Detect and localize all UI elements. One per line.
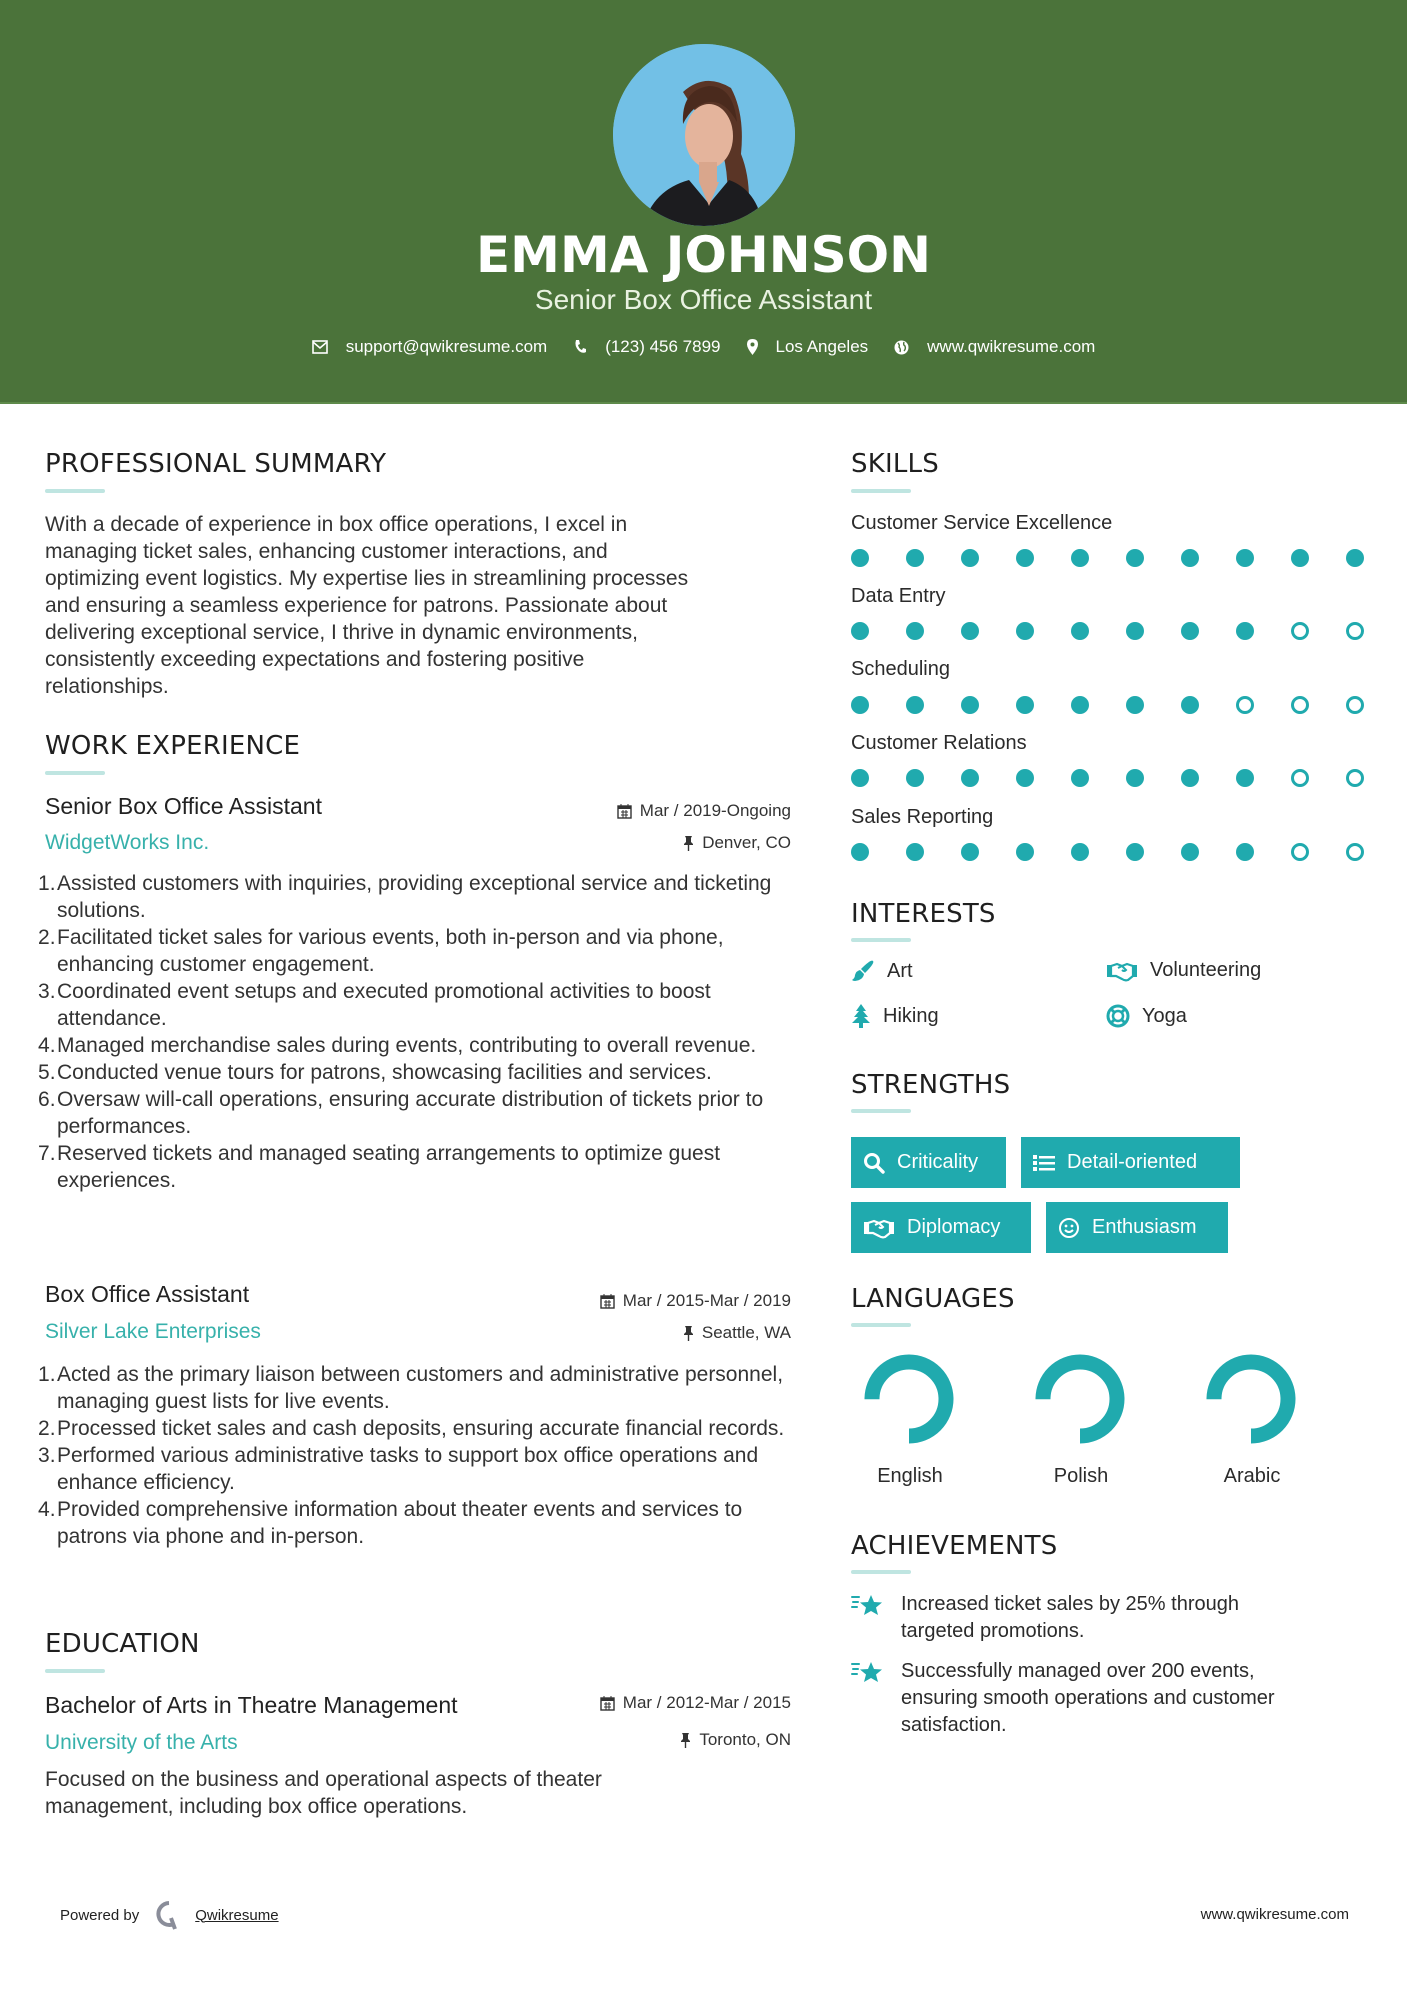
interests-heading-underline	[851, 938, 911, 942]
summary-line: optimizing event logistics. My expertise lies in streamlining processes	[45, 567, 689, 590]
profile-photo	[613, 44, 795, 226]
skill-dot-empty	[1291, 843, 1309, 861]
job-title: Senior Box Office Assistant	[45, 793, 322, 819]
achievement-line: satisfaction.	[901, 1714, 1007, 1736]
contact-phone-text: (123) 456 7899	[605, 337, 721, 356]
summary-heading-underline	[45, 489, 105, 493]
contact-bar	[0, 337, 1407, 357]
skill-dot-empty	[1346, 696, 1364, 714]
interest-art	[851, 959, 913, 983]
skill-dot-filled	[1016, 549, 1034, 567]
skill-dot-filled	[1071, 769, 1089, 787]
skill-dot-filled	[906, 549, 924, 567]
degree-title: Bachelor of Arts in Theatre Management	[45, 1692, 458, 1718]
language-proficiency-ring	[861, 1351, 957, 1447]
interest-label: Hiking	[883, 1004, 939, 1027]
envelope-icon	[312, 340, 328, 354]
interest-label: Volunteering	[1150, 959, 1262, 981]
responsibility-item: Coordinated event setups and executed promotional activities to boost attendance.	[57, 980, 711, 1030]
skill-name: Customer Service Excellence	[851, 512, 1113, 534]
skill-rating	[851, 769, 1371, 789]
achievement-item	[851, 1658, 1371, 1739]
language-name: Polish	[1053, 1465, 1109, 1487]
responsibility-item: Facilitated ticket sales for various events, both in-person and via phone, enhancing customer engagement.	[57, 926, 724, 976]
person-portrait-icon	[613, 44, 795, 226]
pushpin-icon	[680, 1732, 691, 1748]
skill-dot-filled	[1236, 549, 1254, 567]
skill-dot-empty	[1291, 622, 1309, 640]
responsibility-item: Conducted venue tours for patrons, showcasing facilities and services.	[57, 1061, 712, 1084]
skill-dot-filled	[1126, 622, 1144, 640]
map-marker-icon	[747, 339, 758, 355]
skill-dot-filled	[1236, 622, 1254, 640]
education-dates	[600, 1693, 791, 1713]
skill-dot-filled	[961, 549, 979, 567]
strength-label: Enthusiasm	[1092, 1216, 1197, 1238]
education-description-line: management, including box office operations.	[45, 1795, 468, 1818]
job-dates	[617, 801, 791, 821]
contact-location	[747, 337, 869, 357]
contact-website[interactable]	[894, 337, 1095, 357]
life-ring-icon	[1106, 1004, 1130, 1028]
education-location-text: Toronto, ON	[699, 1730, 791, 1749]
language-proficiency-ring	[1032, 1351, 1128, 1447]
contact-email[interactable]	[312, 337, 548, 357]
interest-volunteering	[1106, 959, 1261, 982]
job-location	[683, 1323, 791, 1343]
skill-dot-empty	[1291, 769, 1309, 787]
summary-heading: PROFESSIONAL SUMMARY	[45, 449, 387, 479]
skill-dot-filled	[1126, 696, 1144, 714]
skill-dot-filled	[851, 622, 869, 640]
skill-dot-filled	[906, 696, 924, 714]
skill-rating	[851, 622, 1371, 642]
school-name: University of the Arts	[45, 1731, 238, 1754]
paintbrush-icon	[851, 959, 875, 983]
achievements-heading: ACHIEVEMENTS	[851, 1531, 1058, 1561]
smile-icon	[1058, 1217, 1080, 1239]
powered-by-label: Powered by	[60, 1906, 140, 1924]
list-icon	[1033, 1154, 1055, 1172]
skill-dot-filled	[961, 696, 979, 714]
skills-heading: SKILLS	[851, 449, 939, 479]
responsibility-item: Performed various administrative tasks to support box office operations and enhance efficiency.	[57, 1444, 759, 1494]
achievements-heading-underline	[851, 1570, 911, 1574]
skill-name: Sales Reporting	[851, 806, 994, 828]
strength-label: Detail-oriented	[1067, 1151, 1198, 1173]
achievement-item	[851, 1591, 1371, 1645]
skills-heading-underline	[851, 489, 911, 493]
skill-dot-filled	[1126, 549, 1144, 567]
qwikresume-link[interactable]: Qwikresume	[195, 1906, 279, 1924]
strength-badge	[851, 1137, 1006, 1188]
skill-dot-filled	[961, 769, 979, 787]
phone-icon	[573, 339, 587, 355]
skill-name: Scheduling	[851, 658, 950, 680]
skill-dot-empty	[1346, 843, 1364, 861]
responsibility-item: Processed ticket sales and cash deposits, ensuring accurate financial records.	[57, 1417, 785, 1440]
achievement-line: Increased ticket sales by 25% through	[901, 1593, 1239, 1615]
candidate-title: Senior Box Office Assistant	[534, 284, 873, 315]
responsibility-item: Assisted customers with inquiries, providing exceptional service and ticketing solutions.	[57, 872, 772, 922]
contact-website-text: www.qwikresume.com	[927, 337, 1096, 356]
skill-dot-filled	[1126, 769, 1144, 787]
calendar-icon	[600, 1293, 615, 1309]
strength-label: Criticality	[897, 1151, 979, 1173]
skill-dot-filled	[851, 843, 869, 861]
job-dates	[600, 1291, 791, 1311]
skill-dot-filled	[851, 769, 869, 787]
languages-heading-underline	[851, 1323, 911, 1327]
responsibility-item: Managed merchandise sales during events, contributing to overall revenue.	[57, 1034, 757, 1057]
skill-dot-filled	[906, 843, 924, 861]
job-location	[683, 833, 791, 853]
job-location-text: Seattle, WA	[701, 1323, 791, 1342]
responsibility-item: Acted as the primary liaison between customers and administrative personnel, managing guest lists for live events.	[57, 1363, 784, 1413]
skill-dot-filled	[1071, 622, 1089, 640]
skill-dot-filled	[1181, 696, 1199, 714]
skill-dot-filled	[1071, 843, 1089, 861]
job-dates-text: Mar / 2019-Ongoing	[639, 801, 791, 820]
calendar-icon	[600, 1695, 615, 1711]
education-heading: EDUCATION	[45, 1629, 200, 1659]
achievement-line: Successfully managed over 200 events,	[901, 1660, 1255, 1682]
interest-label: Yoga	[1142, 1004, 1187, 1027]
job-location-text: Denver, CO	[702, 833, 791, 852]
contact-email-text: support@qwikresume.com	[345, 337, 548, 356]
skill-dot-filled	[1181, 769, 1199, 787]
pushpin-icon	[683, 835, 694, 851]
summary-text	[45, 511, 825, 700]
achievement-text	[901, 1591, 1239, 1645]
skill-dot-empty	[1291, 696, 1309, 714]
star-achievement-icon	[851, 1591, 885, 1619]
summary-line: relationships.	[45, 675, 169, 698]
achievement-line: ensuring smooth operations and customer	[901, 1687, 1275, 1709]
skill-dot-filled	[1181, 549, 1199, 567]
resume-header	[0, 0, 1407, 404]
education-dates-text: Mar / 2012-Mar / 2015	[622, 1693, 791, 1712]
job-title: Box Office Assistant	[45, 1281, 250, 1307]
skill-dot-filled	[906, 769, 924, 787]
language-proficiency-ring	[1203, 1351, 1299, 1447]
skill-dot-filled	[1016, 696, 1034, 714]
skill-dot-filled	[851, 696, 869, 714]
skill-dot-empty	[1346, 622, 1364, 640]
interest-hiking	[851, 1004, 939, 1028]
summary-line: and ensuring a seamless experience for patrons. Passionate about	[45, 594, 668, 617]
pushpin-icon	[683, 1325, 694, 1341]
skill-dot-filled	[1236, 843, 1254, 861]
footer-website[interactable]: www.qwikresume.com	[1200, 1906, 1349, 1923]
company-name: Silver Lake Enterprises	[45, 1320, 261, 1343]
skill-dot-filled	[1291, 549, 1309, 567]
contact-phone[interactable]	[573, 337, 720, 357]
globe-icon	[894, 340, 909, 355]
skill-dot-filled	[1071, 696, 1089, 714]
skill-dot-filled	[906, 622, 924, 640]
language-name: Arabic	[1223, 1465, 1281, 1487]
skill-dot-empty	[1236, 696, 1254, 714]
qwikresume-logo-icon	[155, 1900, 183, 1930]
job-responsibilities	[38, 870, 798, 1194]
skill-dot-filled	[1016, 622, 1034, 640]
interest-yoga	[1106, 1004, 1187, 1028]
powered-by	[60, 1900, 279, 1930]
skill-rating	[851, 696, 1371, 716]
achievement-text	[901, 1658, 1275, 1739]
skill-dot-filled	[1236, 769, 1254, 787]
responsibility-item: Provided comprehensive information about theater events and services to patrons via phone and in-person.	[57, 1498, 743, 1548]
handshake-icon	[1106, 960, 1138, 982]
strength-badge	[851, 1202, 1031, 1253]
calendar-icon	[617, 803, 632, 819]
job-responsibilities	[38, 1361, 798, 1550]
responsibility-item: Reserved tickets and managed seating arrangements to optimize guest experiences.	[57, 1142, 721, 1192]
job-dates-text: Mar / 2015-Mar / 2019	[622, 1291, 791, 1310]
candidate-name: EMMA JOHNSON	[476, 226, 931, 284]
company-name: WidgetWorks Inc.	[45, 831, 210, 854]
skill-rating	[851, 549, 1371, 569]
achievement-line: targeted promotions.	[901, 1620, 1085, 1642]
skill-name: Customer Relations	[851, 732, 1027, 754]
summary-line: consistently exceeding expectations and fostering positive	[45, 648, 585, 671]
strengths-heading-underline	[851, 1109, 911, 1113]
education-location	[680, 1730, 791, 1750]
skill-rating	[851, 843, 1371, 863]
interest-label: Art	[887, 959, 913, 982]
experience-heading-underline	[45, 771, 105, 775]
skill-dot-filled	[1016, 843, 1034, 861]
responsibility-item: Oversaw will-call operations, ensuring accurate distribution of tickets prior to performances.	[57, 1088, 764, 1138]
summary-line: With a decade of experience in box office operations, I excel in	[45, 513, 628, 536]
star-achievement-icon	[851, 1658, 885, 1686]
summary-line: managing ticket sales, enhancing customer interactions, and	[45, 540, 608, 563]
education-description	[45, 1766, 825, 1820]
skill-dot-filled	[1181, 843, 1199, 861]
strengths-heading: STRENGTHS	[851, 1070, 1011, 1100]
experience-heading: WORK EXPERIENCE	[45, 731, 301, 761]
skill-dot-filled	[961, 843, 979, 861]
skill-dot-filled	[961, 622, 979, 640]
skill-dot-empty	[1346, 769, 1364, 787]
education-heading-underline	[45, 1669, 105, 1673]
skill-dot-filled	[1181, 622, 1199, 640]
languages-heading: LANGUAGES	[851, 1284, 1015, 1314]
search-icon	[863, 1152, 885, 1174]
interests-heading: INTERESTS	[851, 899, 996, 929]
summary-line: delivering exceptional service, I thrive in dynamic environments,	[45, 621, 638, 644]
education-description-line: Focused on the business and operational aspects of theater	[45, 1768, 602, 1791]
skill-dot-filled	[1126, 843, 1144, 861]
contact-location-text: Los Angeles	[775, 337, 869, 356]
tree-icon	[851, 1004, 871, 1028]
strength-badge	[1046, 1202, 1228, 1253]
skill-name: Data Entry	[851, 585, 946, 607]
strength-badge	[1021, 1137, 1240, 1188]
language-name: English	[877, 1465, 943, 1487]
skill-dot-filled	[851, 549, 869, 567]
handshake-icon	[863, 1217, 895, 1239]
skill-dot-filled	[1071, 549, 1089, 567]
skill-dot-filled	[1346, 549, 1364, 567]
skill-dot-filled	[1016, 769, 1034, 787]
strength-label: Diplomacy	[907, 1216, 1001, 1238]
